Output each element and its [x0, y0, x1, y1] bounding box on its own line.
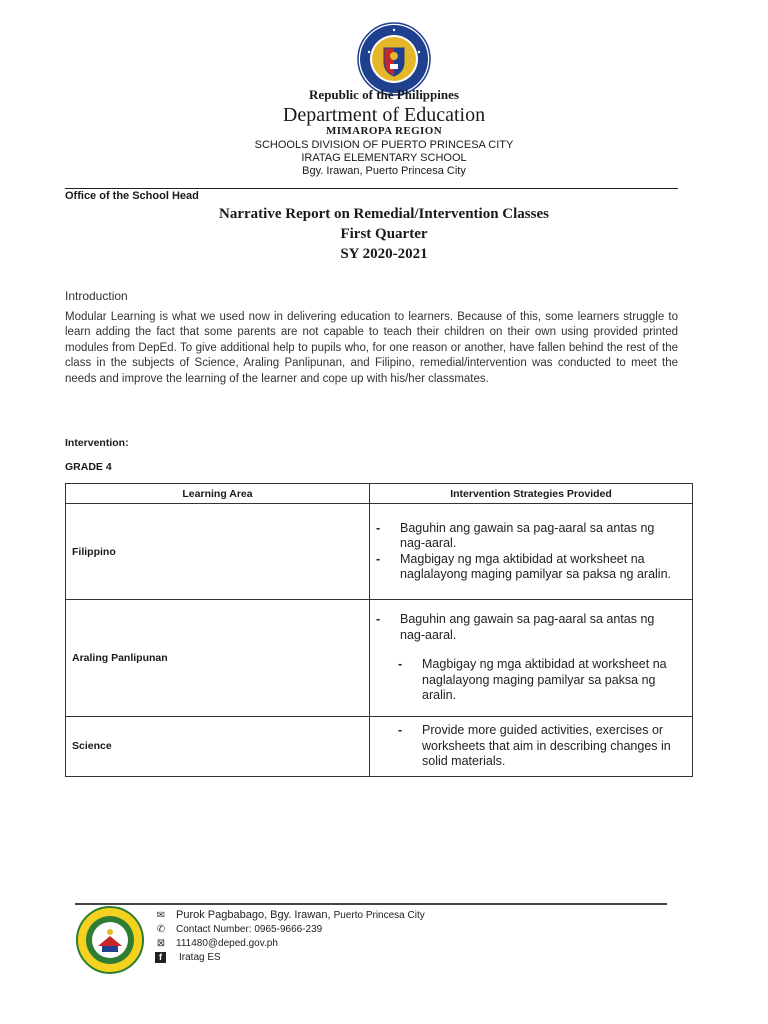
column-header-learning-area: Learning Area: [66, 484, 370, 504]
division-name: SCHOOLS DIVISION OF PUERTO PRINCESA CITY: [254, 139, 514, 151]
footer-contact: ✆ Contact Number: 0965-9666-239: [152, 924, 322, 935]
department-name: Department of Education: [282, 104, 486, 126]
region-name: MIMAROPA REGION: [325, 125, 443, 137]
deped-seal-logo: [357, 22, 431, 96]
intervention-table: [65, 483, 693, 777]
introduction-heading: Introduction: [65, 289, 128, 303]
strategy-item: - Magbigay ng mga aktibidad at worksheet na naglalayong maging pamilyar sa paksa ng aralin.: [398, 657, 667, 703]
strategies-cell: [370, 600, 693, 717]
table-row: [66, 600, 693, 717]
learning-area-cell: Filippino: [66, 504, 370, 600]
strategy-item: - Magbigay ng mga aktibidad at worksheet na naglalayong maging pamilyar sa paksa ng aralin.: [376, 551, 671, 581]
report-quarter: First Quarter: [340, 226, 428, 242]
strategies-cell: [370, 504, 693, 600]
report-school-year: SY 2020-2021: [340, 246, 428, 262]
strategies-cell: [370, 717, 693, 777]
strategy-item: - Baguhin ang gawain sa pag-aaral sa antas ng nag-aaral.: [376, 612, 655, 642]
school-logo: [76, 906, 144, 974]
grade-label: GRADE 4: [65, 461, 112, 473]
mail-icon: ⊠: [156, 938, 166, 949]
bullet-dash: -: [398, 657, 403, 672]
office-label: Office of the School Head: [65, 190, 199, 202]
school-address: Bgy. Irawan, Puerto Princesa City: [302, 165, 466, 177]
footer-address: ✉ Purok Pagbabago, Bgy. Irawan, Puerto Princesa City: [152, 909, 425, 921]
school-name: IRATAG ELEMENTARY SCHOOL: [301, 152, 467, 164]
table-row: [66, 717, 693, 777]
footer-email[interactable]: ⊠ 111480@deped.gov.ph: [152, 938, 278, 949]
intervention-heading: Intervention:: [65, 437, 129, 449]
republic-line: Republic of the Philippines: [309, 87, 459, 102]
bullet-dash: -: [376, 612, 381, 627]
bullet-dash: -: [398, 723, 403, 737]
introduction-paragraph: Modular Learning is what we used now in delivering education to learners. Because of this, some learners struggle to learn adding the fact that some parents are not capable to teach their children on their own using provided printed modules from DepEd. To give additional help to pupils who, for one reason or another, have fallen behind the rest of the class in the subjects of Science, Araling Panlipunan, and Filipino, remedial/intervention was conducted to meet the needs and improve the learning of the learner and cope up with his/her classmates.: [65, 311, 678, 385]
header-divider: [65, 188, 678, 189]
footer-facebook[interactable]: f Iratag ES: [152, 952, 221, 963]
report-title: Narrative Report on Remedial/Intervention Classes: [219, 206, 549, 222]
bullet-dash: -: [376, 551, 381, 566]
bullet-dash: -: [376, 520, 381, 535]
table-row: [66, 504, 693, 600]
table-header-row: [66, 484, 693, 504]
learning-area-cell: Science: [66, 717, 370, 777]
envelope-icon: ✉: [156, 909, 166, 921]
facebook-icon: f: [155, 952, 166, 963]
learning-area-cell: Araling Panlipunan: [66, 600, 370, 717]
strategy-item: - Provide more guided activities, exercises or worksheets that aim in describing changes in solid materials.: [398, 723, 671, 768]
column-header-strategies: Intervention Strategies Provided: [370, 484, 693, 504]
phone-icon: ✆: [156, 924, 166, 935]
footer-divider: [75, 903, 667, 905]
strategy-item: - Baguhin ang gawain sa pag-aaral sa antas ng nag-aaral.: [376, 520, 655, 550]
